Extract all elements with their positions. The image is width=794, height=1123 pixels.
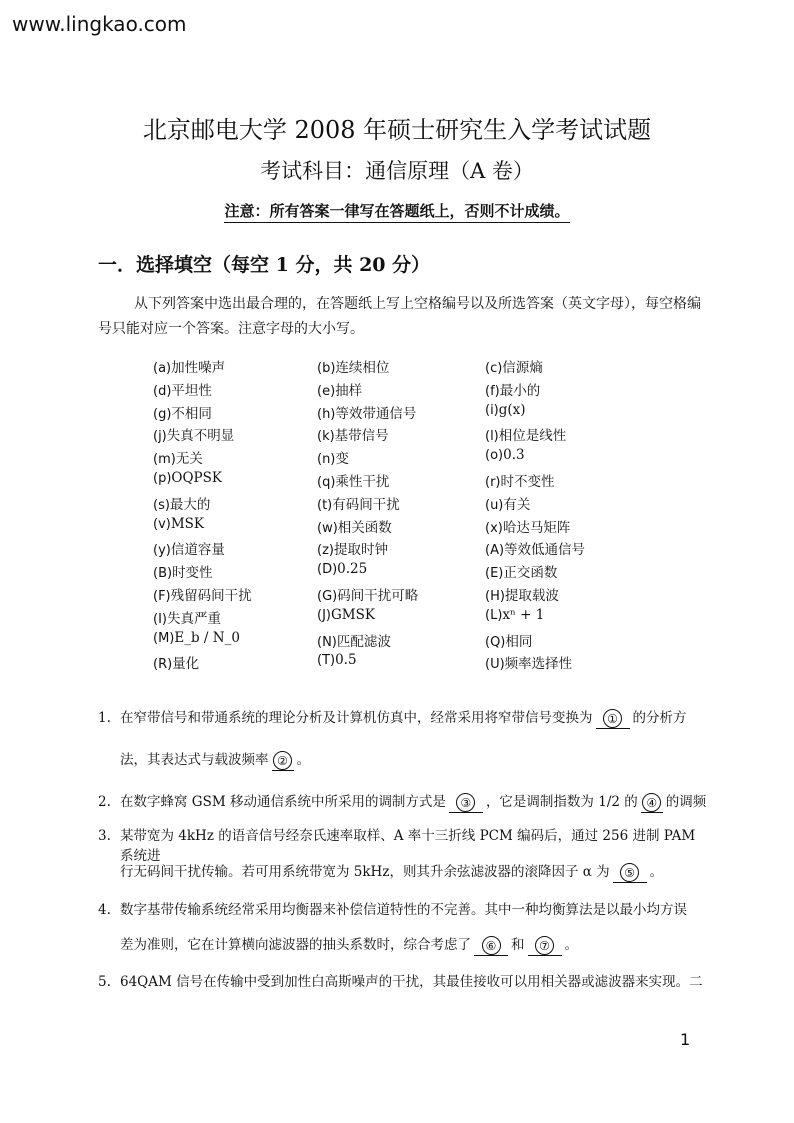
option-text: 0.25 (337, 561, 368, 578)
option-text: 失真严重 (166, 610, 221, 627)
option-key: (w) (317, 520, 338, 536)
option-key: (D) (317, 562, 338, 578)
answer-blank-1 (596, 708, 630, 729)
answer-option (485, 447, 633, 470)
answer-option (485, 470, 633, 493)
question-text-part: 的调频 (665, 794, 707, 810)
answer-option (485, 424, 633, 447)
answer-blank-5 (613, 862, 647, 883)
option-key: (t) (317, 497, 333, 513)
blank-number: ⑥ (482, 936, 501, 955)
option-text: g(x) (498, 401, 526, 418)
question-text-part: 。 (564, 937, 578, 953)
option-key: (n) (317, 452, 336, 468)
option-text: 信源熵 (502, 360, 543, 376)
option-text: 时不变性 (500, 473, 555, 490)
option-text: 不相同 (171, 405, 212, 422)
page-number: 1 (680, 1030, 691, 1049)
option-key: (l) (485, 429, 499, 445)
answer-option (153, 516, 317, 539)
option-key: (L) (485, 607, 503, 623)
answer-option (153, 538, 317, 561)
question-text-part: 的分析方 (632, 710, 687, 726)
answer-option (317, 630, 485, 653)
option-key: (R) (153, 657, 173, 673)
answer-option (485, 516, 633, 539)
question-text-part: 行无码间干扰传输。若可用系统带宽为 5kHz，则其升余弦滤波器的滚降因子 α 为 (120, 864, 610, 880)
option-key: (U) (485, 657, 505, 673)
notice-text: 注意：所有答案一律写在答题纸上，否则不计成绩。 (224, 202, 569, 223)
answer-option (153, 424, 317, 447)
answer-option (485, 379, 633, 402)
option-key: (o) (485, 448, 504, 464)
option-text: 最小的 (499, 382, 541, 399)
answer-option (153, 470, 317, 493)
option-text: 提取载波 (504, 587, 559, 604)
option-key: (d) (153, 383, 172, 399)
blank-number: ④ (642, 793, 661, 812)
answer-option (317, 379, 485, 402)
answer-blank-6 (474, 935, 508, 956)
option-text: 0.3 (503, 447, 525, 464)
answer-option (153, 584, 317, 607)
question-text: 数字基带传输系统经常采用均衡器来补偿信道特性的不完善。其中一种均衡算法是以最小均方误 (120, 902, 687, 918)
blank-number: ③ (456, 793, 475, 812)
question-text-part: 在数字蜂窝 GSM 移动通信系统中所采用的调制方式是 (120, 794, 446, 810)
question-number: 2. (98, 794, 111, 810)
question-text-part: 。 (649, 864, 664, 880)
option-text: MSK (170, 515, 205, 532)
blank-number: ⑤ (620, 863, 639, 882)
answer-option (317, 584, 485, 607)
answer-option (153, 607, 317, 630)
question-text-part: ，它是调制指数为 1/2 的 (485, 794, 638, 810)
option-text: 有关 (503, 496, 531, 513)
option-text: OQPSK (171, 469, 222, 486)
option-text: 0.5 (335, 652, 357, 669)
option-key: (E) (485, 566, 504, 582)
question-text-part: 和 (511, 937, 525, 953)
option-text: 基带信号 (334, 428, 389, 445)
answer-option (317, 470, 485, 493)
answer-blank-2 (272, 750, 294, 771)
option-text: 平坦性 (171, 382, 212, 399)
answer-option (485, 652, 633, 675)
answer-option (317, 538, 485, 561)
option-key: (c) (485, 361, 503, 376)
option-key: (H) (485, 588, 505, 604)
answer-option (153, 356, 317, 379)
option-key: (f) (485, 383, 500, 399)
answer-option (153, 379, 317, 402)
option-key: (Q) (485, 634, 506, 650)
answer-option (485, 607, 633, 630)
question-text (120, 708, 710, 729)
question-text-part: 在窄带信号和带通系统的理论分析及计算机仿真中，经常采用将窄带信号变换为 (120, 710, 593, 726)
exam-subject: 考试科目：通信原理（A 卷） (260, 159, 534, 183)
answer-option (485, 584, 633, 607)
option-text: 有码间干扰 (332, 496, 400, 513)
option-text: 乘性干扰 (335, 473, 390, 490)
option-text: xⁿ + 1 (502, 606, 545, 623)
answer-option (153, 630, 317, 653)
answer-option (317, 402, 485, 425)
option-key: (G) (317, 588, 338, 604)
option-text: 正交函数 (503, 565, 558, 582)
question-text-part: 。 (296, 752, 310, 768)
question-number: 1. (98, 710, 111, 726)
section-intro: 从下列答案中选出最合理的，在答题纸上写上空格编号以及所选答案（英文字母），每空格编号只能对应一个答案。注意字母的大小写。 (98, 296, 701, 337)
answer-option (153, 652, 317, 675)
option-text: GMSK (330, 606, 375, 623)
question-text (120, 792, 710, 813)
option-key: (g) (153, 406, 172, 422)
option-key: (j) (153, 429, 167, 445)
question-text: 64QAM 信号在传输中受到加性白高斯噪声的干扰，其最佳接收可以用相关器或滤波器来实现。二 (120, 974, 703, 990)
option-text: 变 (335, 451, 349, 468)
option-text: 抽样 (335, 382, 363, 399)
answer-option (317, 561, 485, 584)
option-text: 失真不明显 (166, 428, 235, 445)
option-key: (m) (153, 452, 176, 468)
blank-number: ② (273, 751, 292, 770)
option-key: (x) (485, 520, 503, 536)
blank-number: ⑦ (535, 936, 554, 955)
question-number: 4. (98, 902, 111, 918)
answer-option (485, 402, 633, 425)
section-heading: 一．选择填空（每空 1 分，共 20 分） (98, 254, 431, 276)
option-key: (J) (317, 607, 331, 623)
option-text: E_b / N_0 (174, 629, 240, 646)
answer-option (485, 538, 633, 561)
question-text (120, 750, 710, 771)
question-number: 3. (98, 828, 111, 844)
option-key: (r) (485, 474, 501, 490)
answer-option (317, 356, 485, 379)
answer-option (485, 561, 633, 584)
option-text: 码间干扰可略 (337, 587, 419, 604)
answer-option (317, 447, 485, 470)
option-key: (k) (317, 429, 335, 445)
option-key: (q) (317, 474, 336, 490)
answer-option (153, 493, 317, 516)
option-key: (z) (317, 543, 334, 559)
answer-option (153, 447, 317, 470)
question-text-part: 法，其表达式与载波频率 (120, 752, 269, 768)
answer-option (485, 493, 633, 516)
option-key: (N) (317, 634, 337, 650)
option-text: 等效带通信号 (335, 405, 417, 422)
option-key: (F) (153, 588, 171, 604)
answer-option (153, 402, 317, 425)
option-text: 哈达马矩阵 (502, 519, 571, 536)
answer-blank-3 (449, 792, 483, 813)
option-text: 最大的 (169, 496, 211, 513)
question-text (120, 935, 710, 956)
answer-option (153, 561, 317, 584)
question-text-part: 差为准则，它在计算横向滤波器的抽头系数时，综合考虑了 (120, 937, 471, 953)
question-number: 5. (98, 974, 111, 990)
option-key: (h) (317, 406, 336, 422)
option-key: (T) (317, 653, 336, 669)
exam-title: 北京邮电大学 2008 年硕士研究生入学考试试题 (142, 116, 652, 144)
option-text: 量化 (172, 656, 200, 673)
option-text: 加性噪声 (171, 360, 226, 376)
option-key: (u) (485, 497, 504, 513)
answer-option (485, 356, 633, 379)
option-text: 相位是线性 (498, 428, 567, 445)
option-text: 信道容量 (170, 542, 225, 559)
option-text: 匹配滤波 (336, 633, 391, 650)
blank-number: ① (603, 709, 622, 728)
watermark-url: www.lingkao.com (12, 12, 187, 36)
answer-option (317, 607, 485, 630)
option-key: (s) (153, 497, 170, 513)
answer-options-grid (153, 356, 633, 675)
option-text: 等效低通信号 (504, 542, 586, 559)
option-text: 连续相位 (335, 360, 390, 376)
option-key: (e) (317, 383, 336, 399)
option-key: (a) (153, 361, 172, 376)
answer-blank-4 (641, 792, 663, 813)
option-key: (A) (485, 543, 505, 559)
option-text: 无关 (175, 451, 203, 468)
answer-option (317, 424, 485, 447)
option-text: 残留码间干扰 (170, 587, 252, 604)
option-key: (B) (153, 566, 173, 582)
option-key: (p) (153, 470, 172, 486)
answer-option (317, 516, 485, 539)
option-text: 时变性 (172, 565, 213, 582)
exam-notice (0, 200, 794, 221)
option-key: (b) (317, 361, 336, 376)
answer-option (317, 652, 485, 675)
option-text: 相同 (505, 633, 533, 650)
option-key: (v) (153, 516, 171, 532)
answer-option (485, 630, 633, 653)
question-text (120, 862, 710, 883)
answer-option (317, 493, 485, 516)
option-key: (M) (153, 630, 175, 646)
option-key: (I) (153, 611, 167, 627)
option-key: (y) (153, 543, 171, 559)
answer-blank-7 (528, 935, 562, 956)
option-text: 频率选择性 (504, 656, 573, 673)
option-text: 相关函数 (337, 519, 392, 536)
question-text: 某带宽为 4kHz 的语音信号经奈氏速率取样、A 率十三折线 PCM 编码后，通过 256 进制 PAM 系统进 (120, 828, 696, 864)
option-text: 提取时钟 (333, 542, 388, 559)
option-key: (i) (485, 402, 499, 418)
